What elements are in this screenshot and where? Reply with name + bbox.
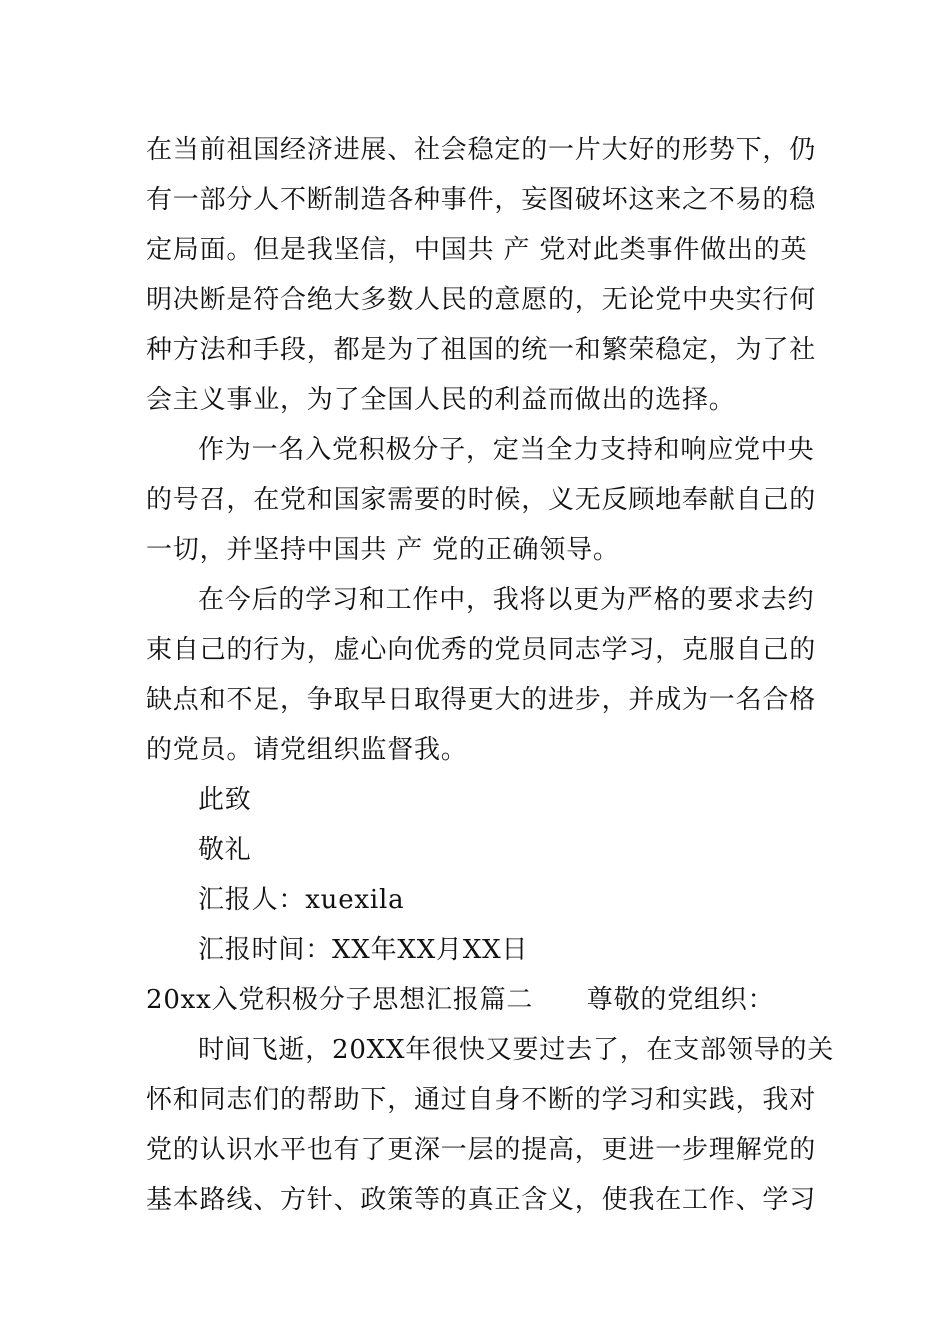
text-line: 怀和同志们的帮助下，通过自身不断的学习和实践，我对 (146, 1085, 817, 1115)
text-line: 束自己的行为，虚心向优秀的党员同志学习，克服自己的 (146, 635, 817, 665)
text-line: 有一部分人不断制造各种事件，妄图破坏这来之不易的稳 (146, 185, 817, 215)
text-line: 种方法和手段，都是为了祖国的统一和繁荣稳定，为了社 (146, 335, 817, 365)
text-line: 时间飞逝，20XX年很快又要过去了，在支部领导的关 (198, 1035, 835, 1065)
text-line: 在当前祖国经济进展、社会稳定的一片大好的形势下，仍 (146, 135, 817, 165)
report-date-line: 汇报时间：XX年XX月XX日 (198, 935, 529, 965)
reporter-line: 汇报人：xuexila (198, 885, 405, 915)
text-line: 缺点和不足，争取早日取得更大的进步，并成为一名合格 (146, 685, 817, 715)
text-line: 一切，并坚持中国共 产 党的正确领导。 (146, 535, 620, 565)
text-line: 的党员。请党组织监督我。 (146, 735, 468, 765)
text-line: 基本路线、方针、政策等的真正含义，使我在工作、学习 (146, 1185, 817, 1215)
text-line: 定局面。但是我坚信，中国共 产 党对此类事件做出的英 (146, 235, 808, 265)
text-line: 作为一名入党积极分子，定当全力支持和响应党中央 (198, 435, 815, 465)
text-line: 会主义事业，为了全国人民的利益而做出的选择。 (146, 385, 736, 415)
text-line: 在今后的学习和工作中，我将以更为严格的要求去约 (198, 585, 815, 615)
section-heading: 20xx入党积极分子思想汇报篇二 尊敬的党组织： (146, 985, 775, 1015)
text-line: 党的认识水平也有了更深一层的提高，更进一步理解党的 (146, 1135, 817, 1165)
closing-regards: 敬礼 (198, 835, 252, 865)
text-line: 的号召，在党和国家需要的时候，义无反顾地奉献自己的 (146, 485, 817, 515)
text-line: 明决断是符合绝大多数人民的意愿的，无论党中央实行何 (146, 285, 817, 315)
closing-salutation: 此致 (198, 785, 252, 815)
